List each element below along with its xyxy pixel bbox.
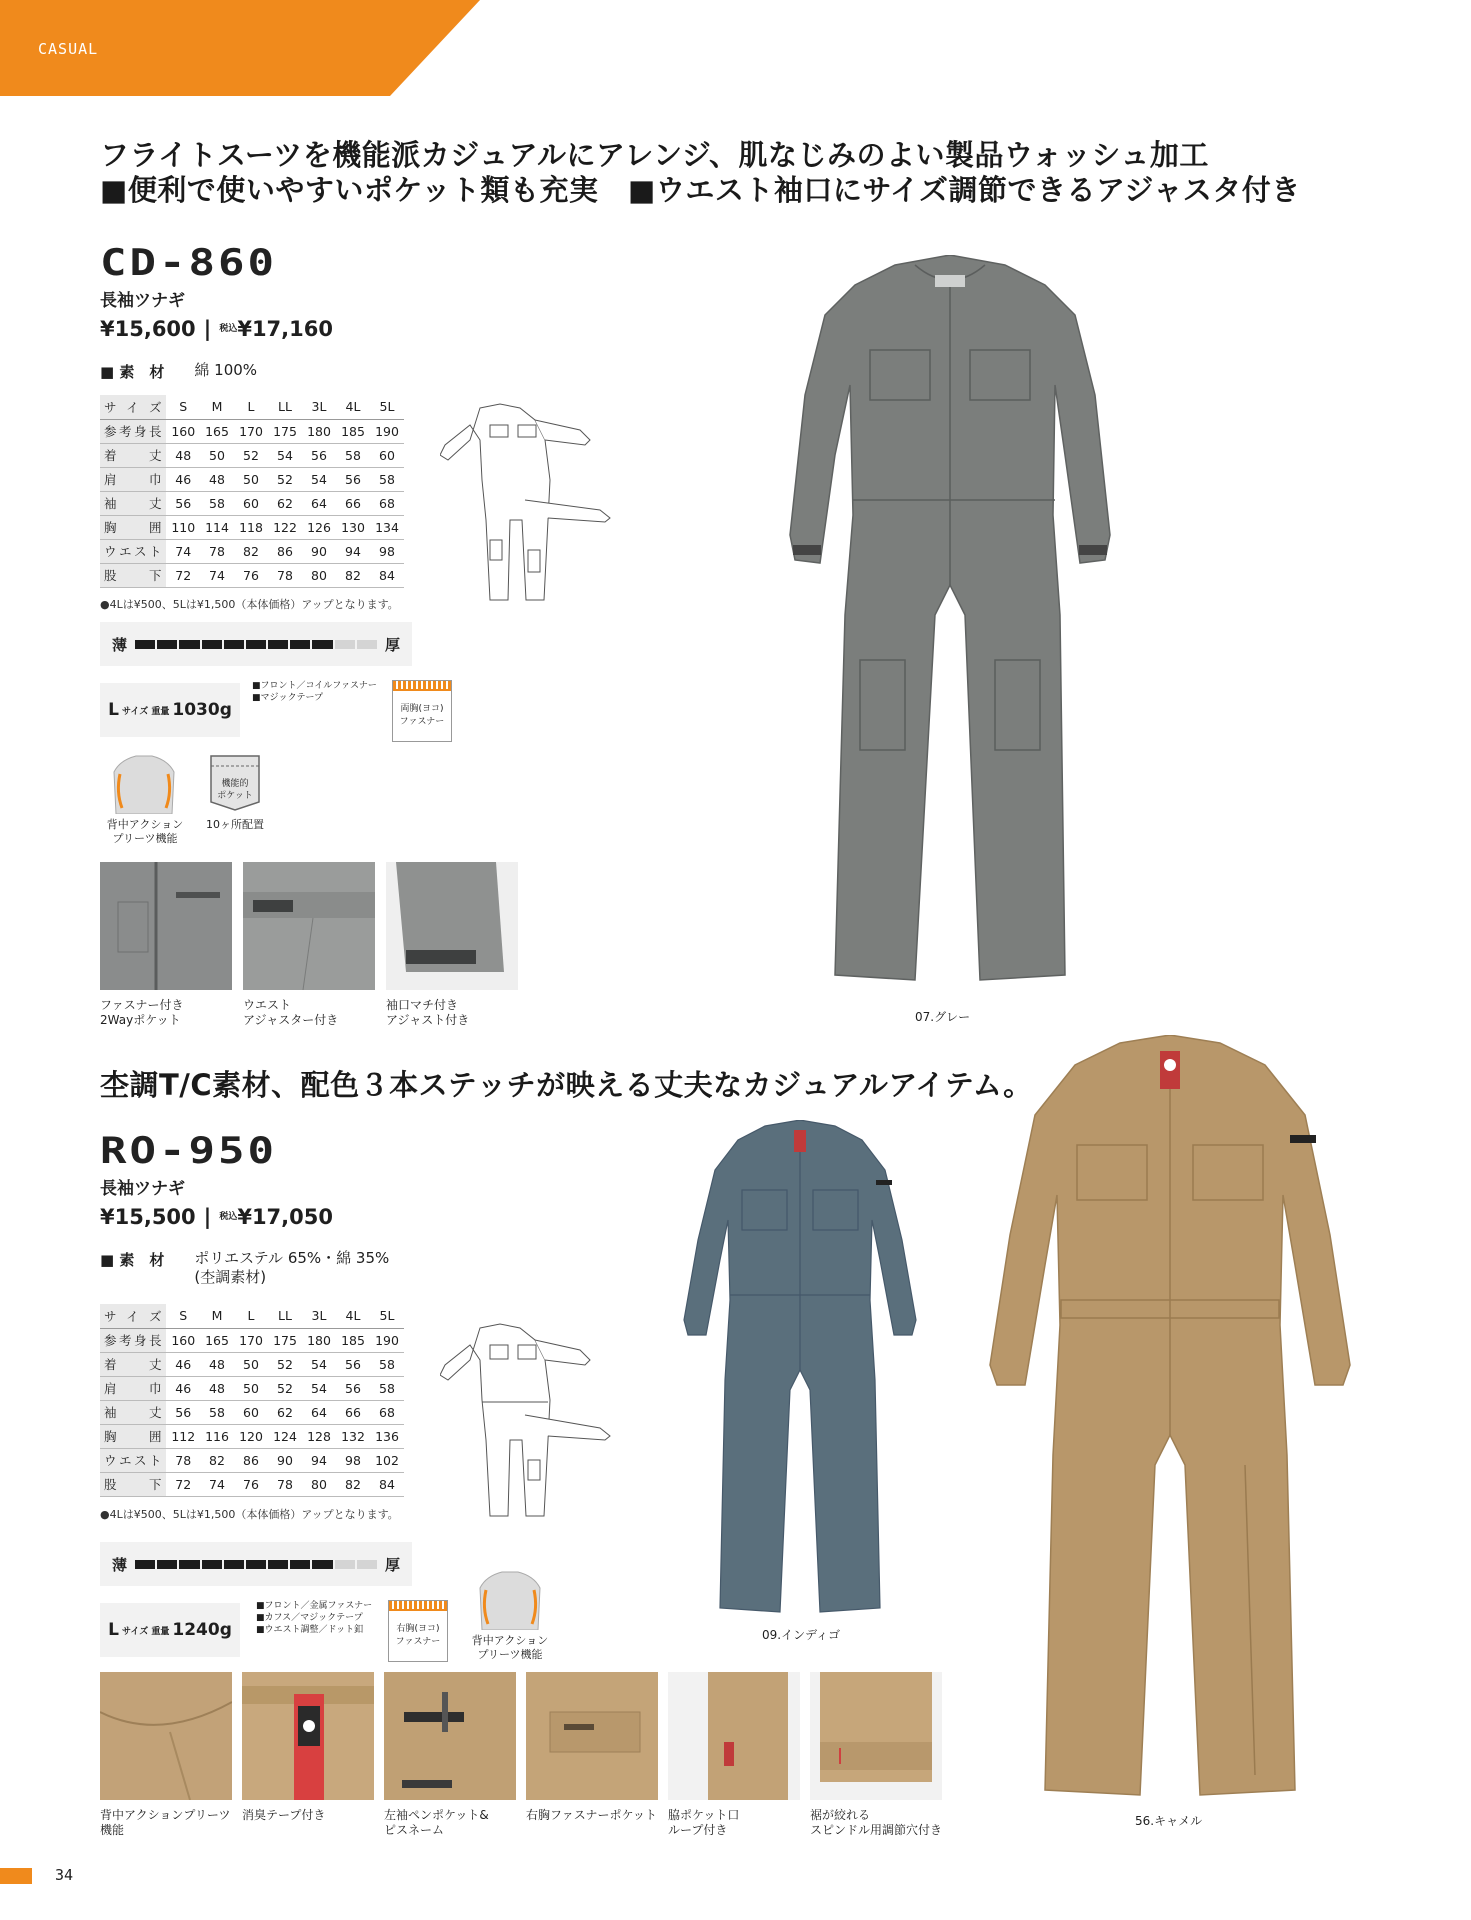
ro950-detail-caption-2: 消臭テープ付き — [242, 1808, 326, 1822]
ro950-weight — [100, 1603, 240, 1657]
size-table-cell: 52 — [268, 467, 302, 491]
thickness-block — [179, 1560, 199, 1569]
zip-icon-line: 両胸(ヨコ) — [400, 704, 444, 714]
thickness-block — [312, 1560, 332, 1569]
thickness-block — [157, 640, 177, 649]
size-table-cell: 78 — [268, 563, 302, 587]
size-table-cell: 46 — [166, 1376, 200, 1400]
thickness-thin-label: 薄 — [112, 1555, 128, 1574]
category-label: CASUAL — [38, 40, 99, 58]
size-table-row-label: 肩 巾 — [100, 1376, 166, 1400]
size-table-cell: 82 — [200, 1448, 234, 1472]
size-table-cell: 170 — [234, 1328, 268, 1352]
price-separator: | — [203, 1205, 212, 1229]
cd860-tax-mark: 税込 — [219, 324, 238, 334]
size-table-row — [100, 539, 404, 563]
size-table-cell: 3L — [302, 395, 336, 419]
size-table-cell: 134 — [370, 515, 404, 539]
ro950-detail-photo-1 — [100, 1672, 232, 1800]
weight-label: サイズ 重量 — [121, 1626, 170, 1637]
size-table-row — [100, 1472, 404, 1496]
size-table-cell: 48 — [166, 443, 200, 467]
ro950-zip-icon — [388, 1600, 448, 1662]
size-table-row-label: 胸 囲 — [100, 1424, 166, 1448]
ro950-garment-camel — [985, 1035, 1355, 1805]
thickness-block — [268, 640, 288, 649]
size-table-cell: 130 — [336, 515, 370, 539]
size-table-cell: 180 — [302, 419, 336, 443]
size-table-cell: 185 — [336, 419, 370, 443]
size-table-cell: 58 — [370, 467, 404, 491]
size-table-cell: 80 — [302, 1472, 336, 1496]
size-table-cell: 114 — [200, 515, 234, 539]
size-table-cell: 48 — [200, 467, 234, 491]
ro950-detail-photo-5 — [668, 1672, 800, 1800]
size-table-row — [100, 1328, 404, 1352]
size-table-cell: S — [166, 395, 200, 419]
size-table-cell: 128 — [302, 1424, 336, 1448]
size-table-row-label: 袖 丈 — [100, 491, 166, 515]
size-table-cell: 54 — [302, 467, 336, 491]
ro950-back-pleat-label: 背中アクション プリーツ機能 — [471, 1634, 549, 1661]
size-table-cell: 110 — [166, 515, 200, 539]
cd860-price — [100, 317, 333, 341]
cd860-product-type: 長袖ツナギ — [100, 291, 185, 311]
zip-icon-line: ファスナー — [395, 1637, 441, 1647]
size-table-cell: 46 — [166, 467, 200, 491]
size-table-row-label: 参考身長 — [100, 1328, 166, 1352]
size-table-row — [100, 467, 404, 491]
size-table-cell: 72 — [166, 1472, 200, 1496]
ro950-price-base: ¥15,500 — [100, 1205, 196, 1229]
size-table-cell: 56 — [336, 467, 370, 491]
ro950-material — [100, 1249, 389, 1287]
thickness-block — [179, 640, 199, 649]
size-table-cell: 98 — [336, 1448, 370, 1472]
back-pleat-icon — [472, 1568, 548, 1630]
cd860-headline-1: フライトスーツを機能派カジュアルにアレンジ、肌なじみのよい製品ウォッシュ加工 — [100, 138, 1209, 172]
back-pleat-icon — [106, 752, 182, 814]
cd860-detail-photo-3 — [386, 862, 518, 990]
spec-item: ■ウエスト調整／ドット釦 — [256, 1625, 364, 1635]
size-table-cell: 50 — [234, 467, 268, 491]
size-table-cell: 78 — [268, 1472, 302, 1496]
size-table-cell: 84 — [370, 1472, 404, 1496]
cd860-size-note: ●4Lは¥500、5Lは¥1,500（本体価格）アップとなります。 — [100, 598, 399, 611]
size-table-cell: 165 — [200, 419, 234, 443]
size-table-cell: 56 — [336, 1352, 370, 1376]
size-table-cell: 94 — [336, 539, 370, 563]
ro950-detail-photo-4 — [526, 1672, 658, 1800]
size-table-cell: 160 — [166, 419, 200, 443]
cd860-price-tax: ¥17,160 — [237, 317, 333, 341]
ro950-detail-caption-1: 背中アクションプリーツ 機能 — [100, 1808, 231, 1837]
size-table-cell: 62 — [268, 1400, 302, 1424]
page-number: 34 — [55, 1866, 74, 1884]
size-table-cell: 54 — [302, 1352, 336, 1376]
size-table-cell: 66 — [336, 491, 370, 515]
size-table-cell: 180 — [302, 1328, 336, 1352]
size-table-cell: 48 — [200, 1376, 234, 1400]
cd860-detail-caption-3: 袖口マチ付き アジャスト付き — [386, 998, 470, 1027]
cd860-zip-icon — [392, 680, 452, 742]
size-table-row — [100, 491, 404, 515]
size-table-cell: 68 — [370, 491, 404, 515]
size-table-cell: M — [200, 1304, 234, 1328]
thickness-block — [335, 640, 355, 649]
thickness-thick-label: 厚 — [384, 635, 400, 654]
ro950-tax-mark: 税込 — [219, 1212, 238, 1222]
pocket-icon-text: 機能的 ポケット — [217, 779, 253, 801]
size-table-cell: 126 — [302, 515, 336, 539]
size-table-cell: 5L — [370, 395, 404, 419]
size-table-cell: 122 — [268, 515, 302, 539]
weight-size: L — [108, 1620, 119, 1640]
size-table-cell: 165 — [200, 1328, 234, 1352]
spec-item: ■フロント／金属ファスナー — [256, 1601, 373, 1611]
size-table-cell: 60 — [234, 1400, 268, 1424]
size-table-cell: 190 — [370, 1328, 404, 1352]
size-table-cell: 56 — [302, 443, 336, 467]
cd860-headline-2: ■便利で使いやすいポケット類も充実 ■ウエスト袖口にサイズ調節できるアジャスタ付き — [100, 173, 1301, 207]
zip-icon-line: 右胸(ヨコ) — [396, 1624, 440, 1634]
cd860-back-pleat-label: 背中アクション プリーツ機能 — [106, 818, 184, 845]
size-table-cell: 84 — [370, 563, 404, 587]
thickness-block — [268, 1560, 288, 1569]
size-table-row-label: 着 丈 — [100, 443, 166, 467]
cd860-detail-photo-1 — [100, 862, 232, 990]
size-table-cell: 56 — [166, 1400, 200, 1424]
weight-size: L — [108, 700, 119, 720]
thickness-thin-label: 薄 — [112, 635, 128, 654]
size-table-cell: 74 — [166, 539, 200, 563]
size-table-row-label: 参考身長 — [100, 419, 166, 443]
cd860-detail-caption-1: ファスナー付き 2Wayポケット — [100, 998, 184, 1027]
cd860-material — [100, 361, 257, 382]
size-table-cell: 82 — [336, 563, 370, 587]
size-table-row-label: サイズ — [100, 1304, 166, 1328]
size-table-row — [100, 1448, 404, 1472]
size-table-row-label: サイズ — [100, 395, 166, 419]
ro950-technical-drawing — [440, 1320, 615, 1520]
cd860-technical-drawing — [440, 400, 615, 605]
size-table-row — [100, 515, 404, 539]
ro950-product-code: RO-950 — [100, 1130, 277, 1172]
ro950-detail-photo-2 — [242, 1672, 374, 1800]
size-table-cell: 170 — [234, 419, 268, 443]
ro950-detail-caption-4: 右胸ファスナーポケット — [526, 1808, 657, 1822]
thickness-block — [312, 640, 332, 649]
ro950-garment-indigo — [680, 1120, 920, 1620]
price-separator: | — [203, 317, 212, 341]
zipper-icon — [393, 681, 451, 691]
size-table-row-label: 着 丈 — [100, 1352, 166, 1376]
size-table-cell: 56 — [166, 491, 200, 515]
ro950-spec-list — [256, 1600, 372, 1636]
size-table-cell: 64 — [302, 491, 336, 515]
size-table-cell: 64 — [302, 1400, 336, 1424]
size-table-cell: 58 — [370, 1376, 404, 1400]
cd860-detail-photo-2 — [243, 862, 375, 990]
size-table-cell: M — [200, 395, 234, 419]
ro950-size-note: ●4Lは¥500、5Lは¥1,500（本体価格）アップとなります。 — [100, 1508, 399, 1521]
ro950-product-type: 長袖ツナギ — [100, 1179, 185, 1199]
size-table-cell: 66 — [336, 1400, 370, 1424]
size-table-row-label: ウエスト — [100, 1448, 166, 1472]
thickness-block — [135, 1560, 155, 1569]
size-table-cell: 52 — [268, 1352, 302, 1376]
size-table-cell: 190 — [370, 419, 404, 443]
size-table-row — [100, 443, 404, 467]
thickness-block — [290, 1560, 310, 1569]
material-label: ■ 素 材 — [100, 1251, 165, 1269]
thickness-blocks — [135, 1560, 377, 1569]
ro950-color-indigo-label: 09.インディゴ — [762, 1628, 841, 1642]
size-table-cell: 90 — [302, 539, 336, 563]
size-table-row — [100, 1400, 404, 1424]
zip-icon-line: ファスナー — [399, 717, 445, 727]
category-tab — [0, 0, 480, 96]
thickness-block — [202, 640, 222, 649]
size-table-cell: 124 — [268, 1424, 302, 1448]
thickness-thick-label: 厚 — [384, 1555, 400, 1574]
size-table-cell: 116 — [200, 1424, 234, 1448]
material-value: ポリエステル 65%・綿 35% (杢調素材) — [194, 1249, 390, 1286]
size-table-cell: 58 — [200, 1400, 234, 1424]
size-table-cell: L — [234, 1304, 268, 1328]
size-table-row-label: 袖 丈 — [100, 1400, 166, 1424]
size-table-cell: 3L — [302, 1304, 336, 1328]
thickness-block — [246, 1560, 266, 1569]
size-table-cell: 56 — [336, 1376, 370, 1400]
size-table-cell: 175 — [268, 419, 302, 443]
size-table-cell: 58 — [370, 1352, 404, 1376]
weight-value: 1030g — [172, 700, 232, 720]
thickness-block — [357, 1560, 377, 1569]
thickness-block — [246, 640, 266, 649]
size-table-cell: 160 — [166, 1328, 200, 1352]
size-table-row-label: 股 下 — [100, 1472, 166, 1496]
size-table-cell: 60 — [234, 491, 268, 515]
thickness-blocks — [135, 640, 377, 649]
size-table-cell: 54 — [268, 443, 302, 467]
size-table-cell: 74 — [200, 1472, 234, 1496]
cd860-spec-list — [252, 680, 377, 704]
size-table-cell: 82 — [234, 539, 268, 563]
size-table-cell: 90 — [268, 1448, 302, 1472]
size-table-cell: 175 — [268, 1328, 302, 1352]
size-table-cell: 136 — [370, 1424, 404, 1448]
size-table-cell: 4L — [336, 395, 370, 419]
size-table-cell: 98 — [370, 539, 404, 563]
material-value: 綿 100% — [194, 361, 258, 379]
spec-item: ■カフス／マジックテープ — [256, 1613, 363, 1623]
ro950-headline: 杢調T/C素材、配色３本ステッチが映える丈夫なカジュアルアイテム。 — [100, 1068, 1033, 1102]
size-table-cell: 78 — [166, 1448, 200, 1472]
ro950-detail-caption-6: 裾が絞れる スピンドル用調節穴付き — [810, 1808, 943, 1837]
ro950-price — [100, 1205, 333, 1229]
thickness-block — [224, 640, 244, 649]
cd860-weight — [100, 683, 240, 737]
thickness-block — [335, 1560, 355, 1569]
ro950-detail-photo-3 — [384, 1672, 516, 1800]
ro950-detail-caption-5: 脇ポケット口 ループ付き — [668, 1808, 740, 1837]
size-table-cell: 4L — [336, 1304, 370, 1328]
footer-accent-bar — [0, 1868, 32, 1884]
size-table-cell: LL — [268, 1304, 302, 1328]
size-table-row — [100, 1376, 404, 1400]
size-table-cell: 60 — [370, 443, 404, 467]
thickness-block — [357, 640, 377, 649]
size-table-header-row — [100, 1304, 404, 1328]
zipper-icon — [389, 1601, 447, 1611]
size-table-row — [100, 563, 404, 587]
size-table-cell: S — [166, 1304, 200, 1328]
size-table-cell: 120 — [234, 1424, 268, 1448]
size-table-cell: 52 — [268, 1376, 302, 1400]
size-table-cell: 58 — [336, 443, 370, 467]
size-table-cell: 74 — [200, 563, 234, 587]
size-table-cell: 76 — [234, 1472, 268, 1496]
thickness-block — [157, 1560, 177, 1569]
size-table-cell: 5L — [370, 1304, 404, 1328]
size-table-row — [100, 1424, 404, 1448]
ro950-price-tax: ¥17,050 — [237, 1205, 333, 1229]
size-table-cell: 50 — [234, 1376, 268, 1400]
size-table-row — [100, 419, 404, 443]
size-table-cell: 132 — [336, 1424, 370, 1448]
material-label: ■ 素 材 — [100, 363, 165, 381]
size-table-cell: 118 — [234, 515, 268, 539]
size-table-row — [100, 1352, 404, 1376]
cd860-product-code: CD-860 — [100, 242, 277, 284]
ro950-detail-caption-3: 左袖ペンポケット& ピスネーム — [384, 1808, 489, 1837]
size-table-cell: 46 — [166, 1352, 200, 1376]
cd860-size-table — [100, 395, 404, 588]
size-table-cell: L — [234, 395, 268, 419]
cd860-color-label: 07.グレー — [915, 1010, 971, 1024]
size-table-cell: 80 — [302, 563, 336, 587]
size-table-cell: 86 — [234, 1448, 268, 1472]
weight-label: サイズ 重量 — [121, 706, 170, 717]
spec-item: ■マジックテープ — [252, 693, 324, 703]
thickness-block — [135, 640, 155, 649]
size-table-cell: 86 — [268, 539, 302, 563]
size-table-cell: 48 — [200, 1352, 234, 1376]
size-table-cell: LL — [268, 395, 302, 419]
size-table-cell: 76 — [234, 563, 268, 587]
ro950-detail-photo-6 — [810, 1672, 942, 1800]
cd860-garment-gray — [775, 255, 1115, 995]
size-table-cell: 102 — [370, 1448, 404, 1472]
size-table-cell: 54 — [302, 1376, 336, 1400]
size-table-cell: 68 — [370, 1400, 404, 1424]
size-table-cell: 82 — [336, 1472, 370, 1496]
size-table-cell: 62 — [268, 491, 302, 515]
thickness-block — [290, 640, 310, 649]
ro950-size-table — [100, 1304, 404, 1497]
size-table-cell: 58 — [200, 491, 234, 515]
size-table-row-label: ウエスト — [100, 539, 166, 563]
size-table-cell: 78 — [200, 539, 234, 563]
thickness-block — [202, 1560, 222, 1569]
cd860-detail-caption-2: ウエスト アジャスター付き — [243, 998, 339, 1027]
cd860-thickness-scale — [100, 622, 412, 666]
thickness-block — [224, 1560, 244, 1569]
size-table-cell: 72 — [166, 563, 200, 587]
size-table-cell: 50 — [200, 443, 234, 467]
size-table-cell: 94 — [302, 1448, 336, 1472]
ro950-thickness-scale — [100, 1542, 412, 1586]
weight-value: 1240g — [172, 1620, 232, 1640]
size-table-row-label: 胸 囲 — [100, 515, 166, 539]
spec-item: ■フロント／コイルファスナー — [252, 681, 377, 691]
pocket-count-label: 10ヶ所配置 — [206, 818, 264, 831]
size-table-cell: 50 — [234, 1352, 268, 1376]
size-table-cell: 112 — [166, 1424, 200, 1448]
size-table-cell: 52 — [234, 443, 268, 467]
size-table-row-label: 肩 巾 — [100, 467, 166, 491]
cd860-price-base: ¥15,600 — [100, 317, 196, 341]
size-table-row-label: 股 下 — [100, 563, 166, 587]
ro950-color-camel-label: 56.キャメル — [1135, 1814, 1203, 1828]
size-table-cell: 185 — [336, 1328, 370, 1352]
size-table-header-row — [100, 395, 404, 419]
